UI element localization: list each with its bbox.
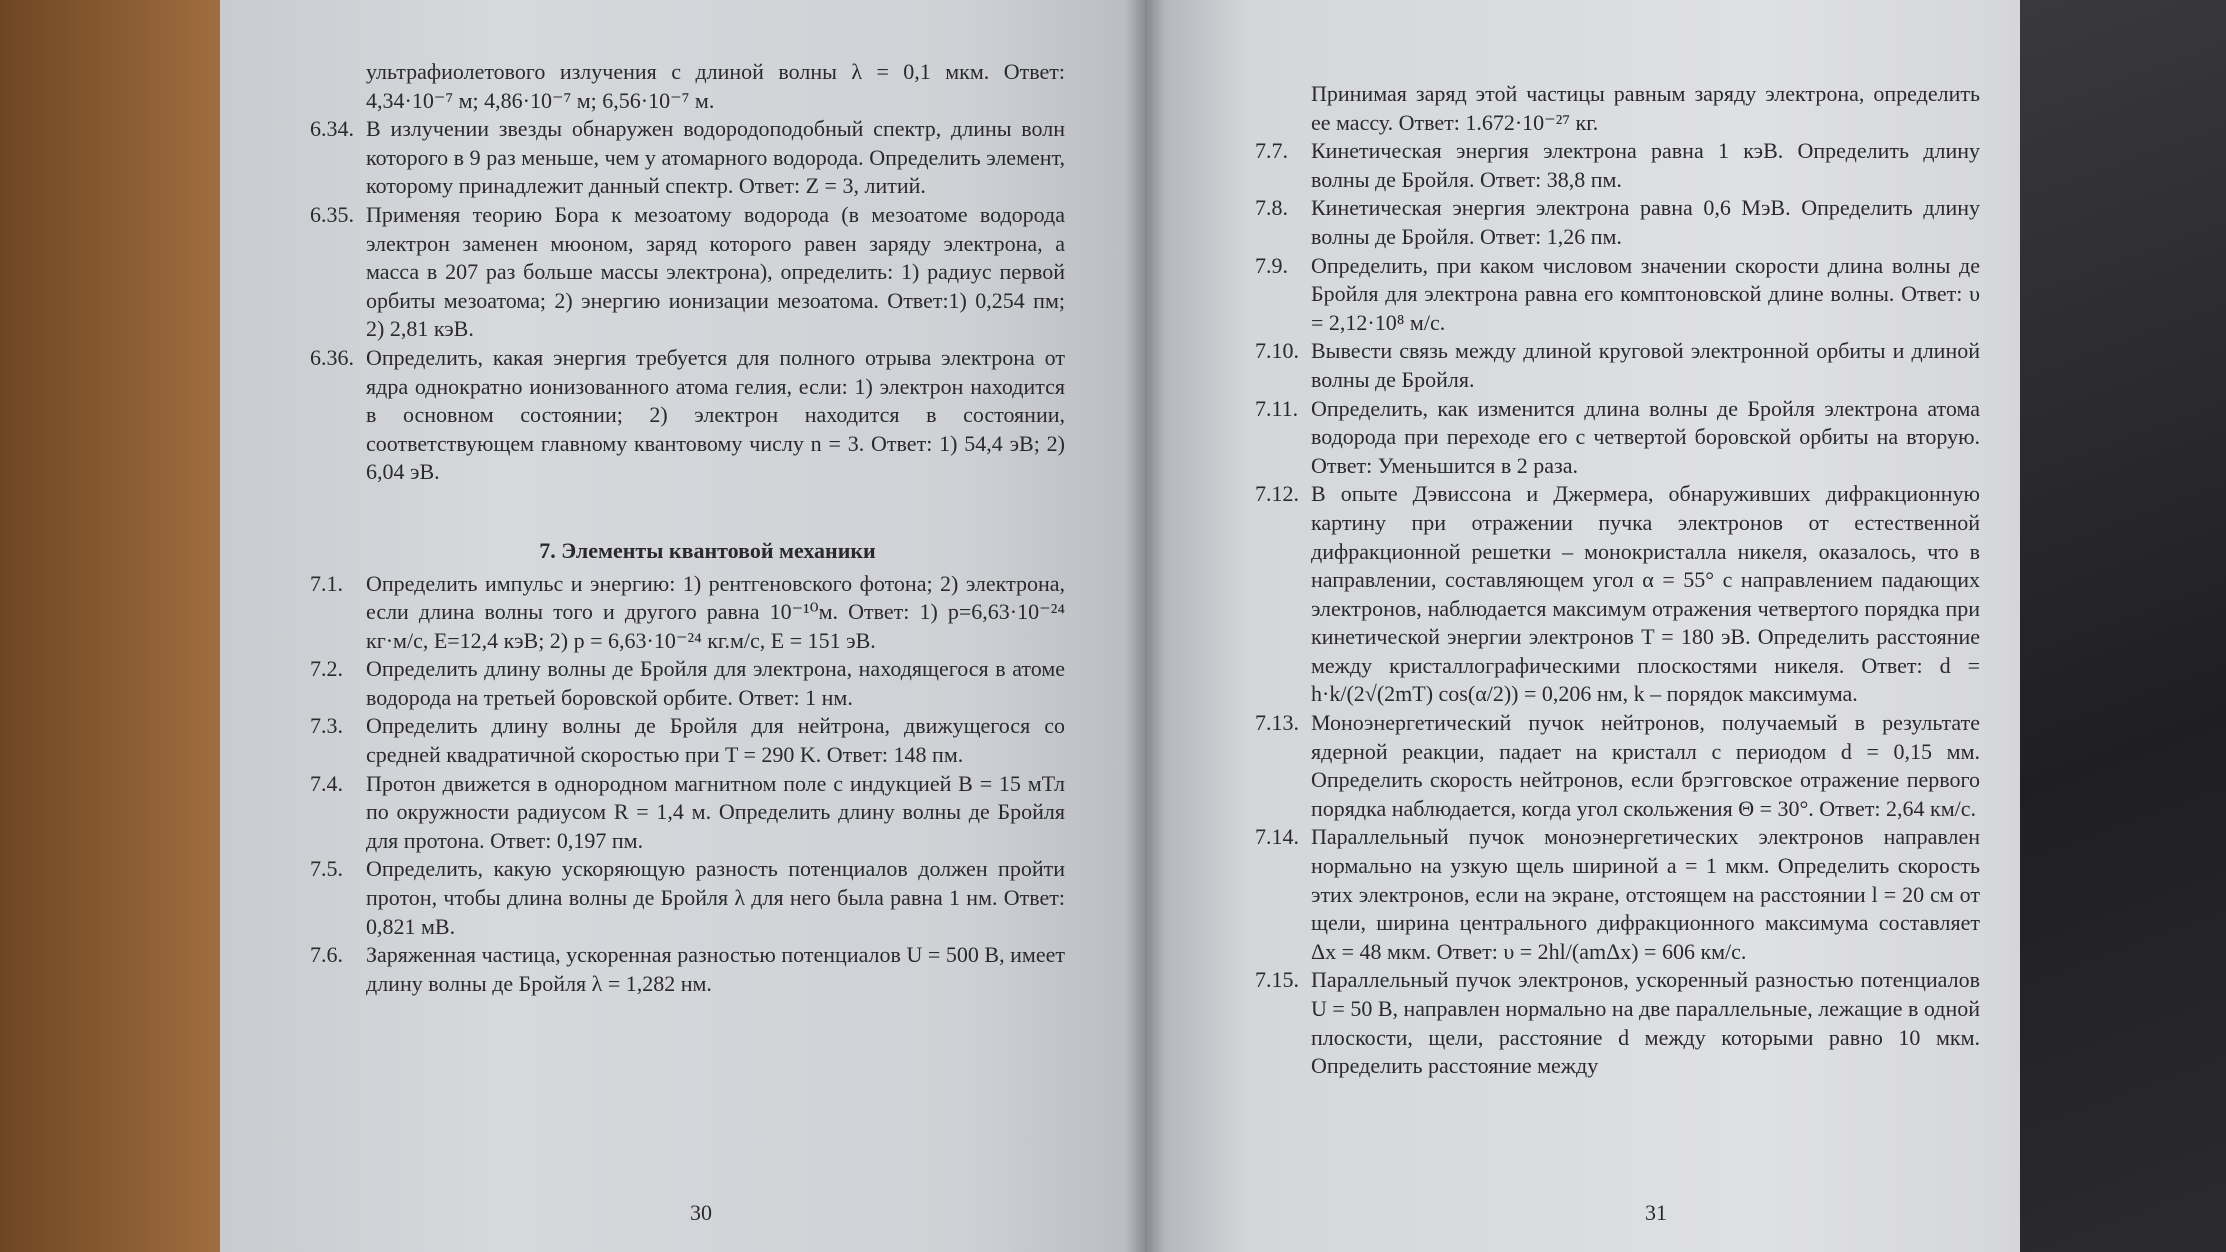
problem-number: 7.3. [310,713,343,739]
problem-7-3 [310,712,1065,769]
problem-text: Определить, какая энергия требуется для полного отрыва электрона от ядра однократно ионизованного атома гелия, если: 1) электрон находится в основном состоянии; 2) электрон находится в состоянии, соответствующем главному квантовому числу n = 3. Ответ: 1) 54,4 эВ; 2) 6,04 эВ. [366,344,1065,485]
problem-number: 7.11. [1255,395,1299,421]
problem-text: Вывести связь между длиной круговой электронной орбиты и длиной волны де Бройля. [1311,338,1980,392]
problem-7-13 [1255,709,1980,823]
problem-7-4 [310,770,1065,856]
problem-7-12 [1255,480,1980,709]
left-page [220,0,1145,1252]
problem-number: 6.34. [310,116,354,142]
problem-text: Определить длину волны де Бройля для электрона, находящегося в атоме водорода на третьей боровской орбите. Ответ: 1 нм. [366,656,1065,710]
book-spine [1125,0,1165,1252]
problem-text: Заряженная частица, ускоренная разностью потенциалов U = 500 В, имеет длину волны де Бройля λ = 1,282 нм. [366,942,1065,996]
problem-7-7 [1255,137,1980,194]
problem-number: 6.35. [310,201,354,227]
problem-7-5 [310,855,1065,941]
problem-7-14 [1255,823,1980,966]
problem-text: В опыте Дэвиссона и Джермера, обнаруживших дифракционную картину при отражении пучка электронов от естественной дифракционной решетки – монокристалла никеля, оказалось, что в направлении, составляющем угол α = 55° с направлением падающих электронов, наблюдается максимум отражения четвертого порядка при кинетической энергии электронов T = 180 эВ. Определить расстояние между кристаллографическими плоскостями никеля. Ответ: d = h·k/(2√(2mT) cos(α/2)) = 0,206 нм, k – порядок максимума. [1311,481,1980,707]
problem-text: Определить, как изменится длина волны де Бройля электрона атома водорода при переходе его с четвертой боровской орбиты на вторую. Ответ: Уменьшится в 2 раза. [1311,395,1980,478]
problem-number: 7.15. [1255,967,1299,993]
problem-7-8 [1255,194,1980,251]
problem-text: Определить, при каком числовом значении скорости длина волны де Бройля для электрона равна его комптоновской длине волны. Ответ: υ = 2,12·10⁸ м/с. [1311,252,1980,335]
problem-number: 7.2. [310,656,343,682]
problem-text: Протон движется в однородном магнитном поле с индукцией B = 15 мТл по окружности радиусом R = 1,4 м. Определить длину волны де Бройля для протона. Ответ: 0,197 пм. [366,770,1065,853]
problem-number: 7.4. [310,770,343,796]
problem-7-15 [1255,966,1980,1080]
problem-7-10 [1255,337,1980,394]
problem-text: Параллельный пучок электронов, ускоренный разностью потенциалов U = 50 В, направлен нормально на две параллельные, лежащие в одной плоскости, щели, расстояние d между которыми равно 10 мкм. Определить расстояние между [1311,967,1980,1079]
problem-number: 7.8. [1255,195,1288,221]
problem-text: Моноэнергетический пучок нейтронов, получаемый в результате ядерной реакции, падает на кристалл с периодом d = 0,15 мм. Определить скорость нейтронов, если брэгговское отражение первого порядка наблюдается, когда угол скольжения Θ = 30°. Ответ: 2,64 км/с. [1311,710,1980,821]
problem-number: 7.6. [310,942,343,968]
problem-text: В излучении звезды обнаружен водородоподобный спектр, длины волн которого в 9 раз меньше, чем у атомарного водорода. Определить элемент, которому принадлежит данный спектр. Ответ: Z = 3, литий. [366,116,1065,199]
problem-number: 7.5. [310,856,343,882]
problem-7-2 [310,655,1065,712]
page-number: 31 [1645,1200,1667,1226]
problem-number: 7.14. [1255,824,1299,850]
problem-6-34 [310,115,1065,201]
problem-text: Применяя теорию Бора к мезоатому водорода (в мезоатоме водорода электрон заменен мюоном, заряд которого равен заряду электрона, а масса в 207 раз больше массы электрона), определить: 1) радиус первой орбиты мезоатома; 2) энергию ионизации мезоатома. Ответ:1) 0,254 пм; 2) 2,81 кэВ. [366,201,1065,342]
problem-7-11 [1255,395,1980,481]
right-page [1145,0,2020,1252]
open-book [220,0,2020,1252]
problem-text: Определить, какую ускоряющую разность потенциалов должен пройти протон, чтобы длина волны де Бройля λ для него была равна 1 нм. Ответ: 0,821 мВ. [366,856,1065,939]
problem-text: Определить импульс и энергию: 1) рентгеновского фотона; 2) электрона, если длина волны того и другого равна 10⁻¹⁰м. Ответ: 1) p=6,63·10⁻²⁴ кг·м/с, E=12,4 кэВ; 2) p = 6,63·10⁻²⁴ кг.м/с, E = 151 эВ. [366,570,1065,653]
section-title: 7. Элементы квантовой механики [539,537,876,563]
problem-6-36 [310,344,1065,487]
page-number: 30 [690,1200,712,1226]
problem-text: Кинетическая энергия электрона равна 0,6 МэВ. Определить длину волны де Бройля. Ответ: 1,26 пм. [1311,195,1980,249]
problem-number: 7.7. [1255,138,1288,164]
problem-number: 7.10. [1255,338,1299,364]
problem-number: 6.36. [310,344,354,370]
problem-number: 7.1. [310,570,343,596]
problem-text: Параллельный пучок моноэнергетических электронов направлен нормально на узкую щель шириной a = 1 мкм. Определить скорость этих электронов, если на экране, отстоящем на расстоянии l = 20 см от щели, ширина центрального дифракционного максимума составляет Δx = 48 мкм. Ответ: υ = 2hl/(amΔx) = 606 км/с. [1311,824,1980,964]
problem-number: 7.12. [1255,481,1299,507]
problem-text: Кинетическая энергия электрона равна 1 кэВ. Определить длину волны де Бройля. Ответ: 38,8 пм. [1311,138,1980,192]
problem-7-1 [310,570,1065,656]
continuation-text: Принимая заряд этой частицы равным заряду электрона, определить ее массу. Ответ: 1.672·10⁻²⁷ кг. [1311,81,1980,135]
problem-7-6 [310,941,1065,998]
problem-text: Определить длину волны де Бройля для нейтрона, движущегося со средней квадратичной скоростью при T = 290 K. Ответ: 148 пм. [366,713,1065,768]
problem-7-9 [1255,252,1980,338]
continuation-text: ультрафиолетового излучения с длиной волны λ = 0,1 мкм. Ответ: 4,34·10⁻⁷ м; 4,86·10⁻⁷ м; 6,56·10⁻⁷ м. [366,59,1065,113]
problem-6-35 [310,201,1065,344]
problem-number: 7.9. [1255,252,1288,278]
problem-number: 7.13. [1255,710,1299,736]
